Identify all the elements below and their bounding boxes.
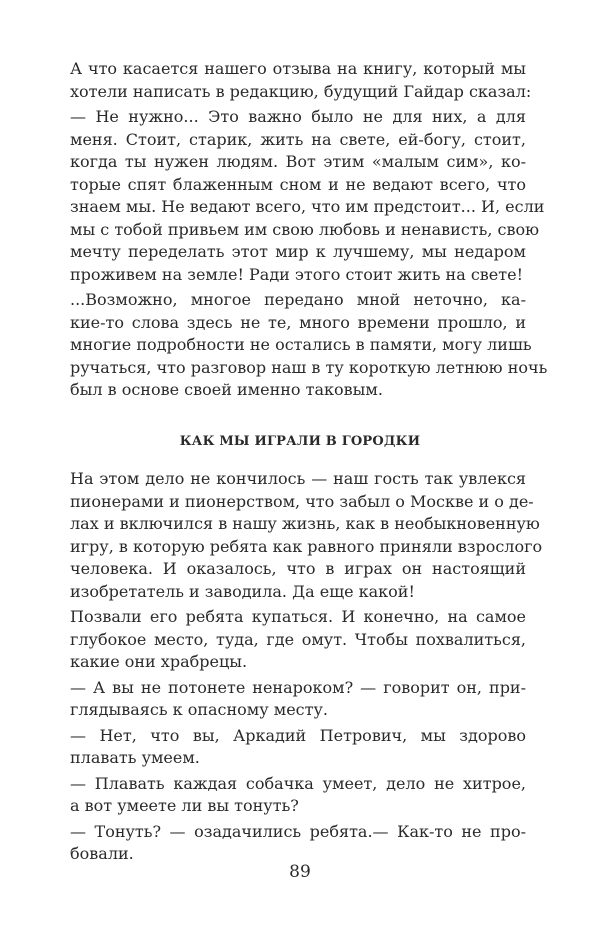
page-number: 89 [289,862,311,882]
text-line: лах и включился в нашу жизнь, как в необыкновенную [70,514,540,533]
text-line: — Нет, что вы, Аркадий Петрович, мы здорово [70,725,526,745]
text-line: А что касается нашего отзыва на книгу, который мы [70,59,526,78]
text-line: когда ты нужен людям. Вот этим «малым сим», ко- [70,152,526,171]
text-line: ...Возможно, многое передано мной неточно, ка- [70,290,526,309]
section-2-text [70,468,543,866]
text-line: какие они храбрецы. [70,652,248,671]
text-line: — Плавать каждая собачка умеет, дело не хитрое, [70,773,526,793]
text-line: торые спят блаженным сном и не ведают всего, что [70,174,526,194]
text-line: — А вы не потонете ненароком? — говорит он, при- [70,677,526,697]
text-line: глубокое место, туда, где омут. Чтобы похвалиться, [70,629,526,649]
text-line: проживем на земле! Ради этого стоит жить на свете! [70,264,524,284]
paragraph [70,289,548,402]
text-line: пионерами и пионерством, что забыл о Москве и о де- [70,491,534,511]
text-line: знаем мы. Не ведают всего, что им предстоит... И, если [70,197,545,216]
text-line: — Не нужно... Это важно было не для них, а для [70,107,526,126]
text-line: кие-то слова здесь не те, много времени прошло, и [70,312,526,332]
text-line: изобретатель и заводила. Да еще какой! [70,581,415,601]
text-line: а вот умеете ли вы тонуть? [70,796,299,815]
text-line: мечту переделать этот мир к лучшему, мы недаром [70,242,526,261]
chapter-heading: КАК МЫ ИГРАЛИ В ГОРОДКИ [179,434,421,449]
text-line: бовали. [70,844,134,863]
paragraph [70,677,526,722]
paragraph [70,58,532,103]
text-line: На этом дело не кончилось — наш гость так увлекся [70,469,526,488]
text-line: глядываясь к опасному месту. [70,700,328,719]
text-line: был в основе своей именно таковым. [70,380,383,399]
paragraph [70,725,526,770]
paragraph [70,773,526,818]
text-line: игру, в которую ребята как равного приняли взрослого [70,536,543,556]
text-line: — Тонуть? — озадачились ребята.— Как-то не про- [70,821,526,841]
paragraph [70,606,526,674]
text-line: хотели написать в редакцию, будущий Гайдар сказал: [70,81,532,101]
text-line: человека. И оказалось, что в играх он настоящий [70,559,526,578]
text-line: многие подробности не остались в памяти, могу лишь [70,335,532,354]
text-line: меня. Стоит, старик, жить на свете, ей-богу, стоит, [70,129,526,149]
text-line: Позвали его ребята купаться. И конечно, на самое [70,607,526,626]
text-line: ручаться, что разговор наш в ту короткую летнюю ночь [70,357,548,377]
text-line: плавать умеем. [70,748,200,767]
paragraph [70,468,543,603]
section-1-text [70,58,548,402]
text-line: мы с тобой привьем им свою любовь и ненависть, свою [70,219,540,239]
paragraph [70,821,526,866]
paragraph [70,106,545,286]
